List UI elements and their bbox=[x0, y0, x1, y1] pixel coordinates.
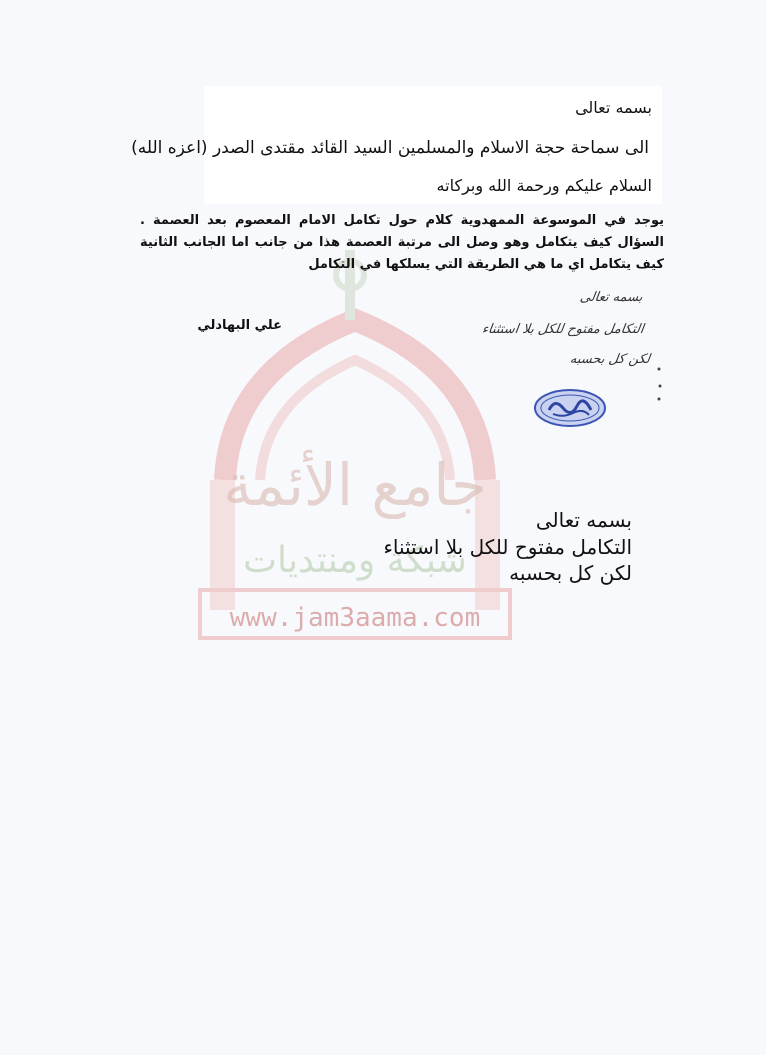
handwritten-basmala: بسمه تعالى bbox=[578, 290, 644, 305]
handwritten-answer-line: لكن كل بحسبه bbox=[569, 352, 652, 367]
typed-answer-line: لكن كل بحسبه bbox=[509, 561, 632, 585]
handwritten-answer-line: التكامل مفتوح للكل بلا استثناء bbox=[481, 322, 646, 337]
watermark-subtitle: شبكة ومنتديات bbox=[243, 540, 467, 581]
letter-basmala: بسمه تعالى bbox=[575, 98, 652, 117]
typed-answer-basmala: بسمه تعالى bbox=[535, 508, 632, 532]
watermark-logo-text: جامع الأئمة bbox=[223, 451, 487, 519]
sender-name: علي البهادلي bbox=[197, 318, 282, 333]
seal-stamp bbox=[533, 388, 607, 428]
typed-answer-line: التكامل مفتوح للكل بلا استثناء bbox=[383, 535, 632, 559]
letter-question: يوجد في الموسوعة الممهدوية كلام حول تكامل الامام المعصوم بعد العصمة . السؤال كيف يتكامل وهو وصل الى مرتبة العصمة هذا من جانب اما الجانب الثانية كيف يتكامل اي ما هي الطريقة التي يسلكها في التكامل bbox=[140, 213, 664, 272]
watermark-logo bbox=[190, 250, 520, 650]
watermark-url: www.jam3aama.com bbox=[229, 603, 481, 633]
ink-mark bbox=[656, 366, 662, 402]
letter-address: الى سماحة حجة الاسلام والمسلمين السيد القائد مقتدى الصدر (اعزه الله) bbox=[131, 138, 649, 158]
letter-greeting: السلام عليكم ورحمة الله وبركاته bbox=[436, 176, 652, 195]
